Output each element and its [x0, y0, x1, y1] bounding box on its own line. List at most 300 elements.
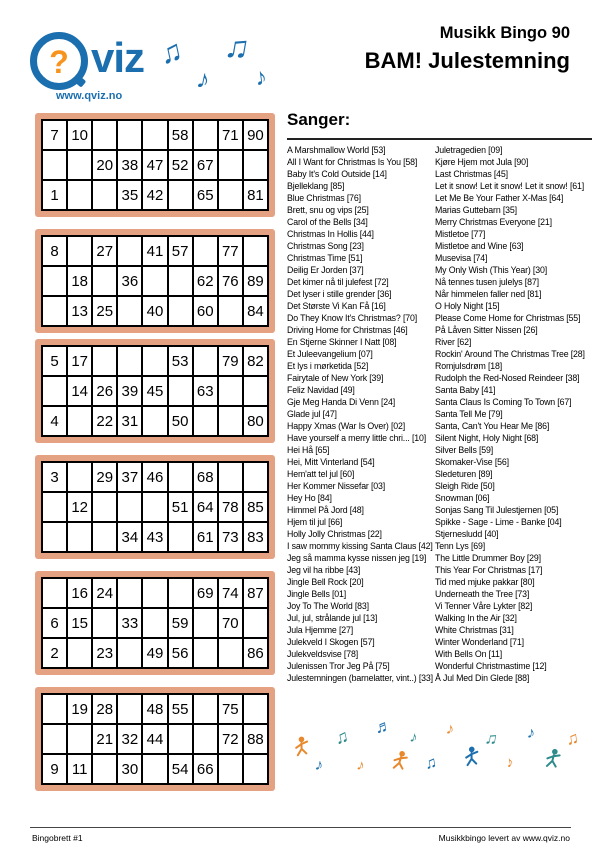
- song-item: Glade jul [47]: [287, 409, 337, 419]
- bingo-cell: [194, 407, 217, 435]
- bingo-cell: [169, 267, 192, 295]
- song-item: Santa Tell Me [79]: [435, 409, 503, 419]
- song-item: Baby It's Cold Outside [14]: [287, 169, 387, 179]
- bingo-card-2: [35, 229, 275, 333]
- beamed-notes-icon: ♫: [156, 34, 186, 71]
- bingo-card-3: [35, 339, 275, 443]
- bingo-cell: 84: [244, 297, 267, 325]
- bingo-cell: 10: [68, 121, 91, 149]
- song-item: Å Jul Med Din Glede [88]: [435, 673, 530, 683]
- song-item: Jeg vil ha ribbe [43]: [287, 565, 361, 575]
- song-item: Sonjas Sang Til Julestjernen [05]: [435, 505, 559, 515]
- song-item: Julenissen Tror Jeg På [75]: [287, 661, 390, 671]
- bingo-cell: [244, 377, 267, 405]
- song-item: Spikke - Sage - Lime - Banke [04]: [435, 517, 562, 527]
- bingo-cell: 76: [219, 267, 242, 295]
- song-item: Bjelleklang [85]: [287, 181, 345, 191]
- songs-divider: [287, 138, 592, 140]
- bingo-cell: 63: [194, 377, 217, 405]
- bingo-cell: [43, 695, 66, 723]
- song-item: Jingle Bell Rock [20]: [287, 577, 364, 587]
- song-item: Sledeturen [89]: [435, 469, 493, 479]
- bingo-cell: [43, 297, 66, 325]
- song-item: White Christmas [31]: [435, 625, 514, 635]
- bingo-cell: [244, 463, 267, 491]
- bingo-cell: 74: [219, 579, 242, 607]
- bingo-cell: 21: [93, 725, 116, 753]
- bingo-cell: 90: [244, 121, 267, 149]
- question-mark-icon: ?: [49, 44, 69, 80]
- bingo-cell: 61: [194, 523, 217, 551]
- bingo-cell: 24: [93, 579, 116, 607]
- song-item: Jul, jul, strålande jul [13]: [287, 613, 378, 623]
- song-item: Snowman [06]: [435, 493, 490, 503]
- page-subtitle: Musikk Bingo 90: [439, 24, 570, 42]
- bingo-cell: 68: [194, 463, 217, 491]
- bingo-cell: 85: [244, 493, 267, 521]
- song-item: Mistletoe and Wine [63]: [435, 241, 524, 251]
- bingo-cell: [244, 237, 267, 265]
- page-title: BAM! Julestemning: [364, 48, 570, 73]
- song-list-left: [287, 144, 435, 684]
- bingo-cell: 26: [93, 377, 116, 405]
- bingo-cell: 28: [93, 695, 116, 723]
- bingo-card-1: [35, 113, 275, 217]
- bingo-cell: 5: [43, 347, 66, 375]
- song-item: På Låven Sitter Nissen [26]: [435, 325, 538, 335]
- bingo-cell: 65: [194, 181, 217, 209]
- song-item: Romjulsdrøm [18]: [435, 361, 503, 371]
- song-item: Jula Hjemme [27]: [287, 625, 354, 635]
- song-item: The Little Drummer Boy [29]: [435, 553, 541, 563]
- bingo-cell: [194, 695, 217, 723]
- bingo-card-6: [35, 687, 275, 791]
- dancer-icon: [291, 735, 311, 761]
- dancer-icon: [542, 747, 562, 773]
- bingo-cell: 2: [43, 639, 66, 667]
- song-item: All I Want for Christmas Is You [58]: [287, 157, 418, 167]
- bingo-cell: 16: [68, 579, 91, 607]
- bingo-cell: 78: [219, 493, 242, 521]
- song-item: Winter Wonderland [71]: [435, 637, 524, 647]
- footer-board-number: Bingobrett #1: [32, 833, 83, 843]
- song-item: I saw mommy kissing Santa Claus [42]: [287, 541, 433, 551]
- footer-credit: Musikkbingo levert av www.qviz.no: [438, 833, 570, 843]
- bingo-cell: 64: [194, 493, 217, 521]
- bingo-card-5: [35, 571, 275, 675]
- bingo-cell: [169, 463, 192, 491]
- bingo-cell: 37: [118, 463, 141, 491]
- bingo-cell: [43, 267, 66, 295]
- bingo-cell: [143, 609, 166, 637]
- bingo-cell: 48: [143, 695, 166, 723]
- bingo-cell: 49: [143, 639, 166, 667]
- bingo-cell: [68, 463, 91, 491]
- song-item: Carol of the Bells [34]: [287, 217, 368, 227]
- title-block: [365, 24, 570, 74]
- eighth-note-icon: ♪: [504, 753, 516, 772]
- bingo-cell: [43, 725, 66, 753]
- bingo-cell: [68, 151, 91, 179]
- song-item: Når himmelen faller ned [81]: [435, 289, 542, 299]
- songs-heading: Sanger:: [287, 110, 351, 129]
- bingo-cell: 55: [169, 695, 192, 723]
- eighth-note-icon: ♪: [408, 728, 420, 747]
- song-item: Holly Jolly Christmas [22]: [287, 529, 382, 539]
- bingo-cell: [194, 609, 217, 637]
- song-item: Let it snow! Let it snow! Let it snow! [61]: [435, 181, 585, 191]
- song-item: Hjem til jul [66]: [287, 517, 343, 527]
- bingo-cell: 60: [194, 297, 217, 325]
- song-item: Sleigh Ride [50]: [435, 481, 495, 491]
- bingo-cell: 15: [68, 609, 91, 637]
- song-item: Let Me Be Your Father X-Mas [64]: [435, 193, 564, 203]
- bingo-cell: [93, 609, 116, 637]
- bingo-cell: 58: [169, 121, 192, 149]
- bingo-cell: 80: [244, 407, 267, 435]
- song-item: Please Come Home for Christmas [55]: [435, 313, 581, 323]
- beamed-notes-icon: ♫: [564, 728, 581, 749]
- bingo-cell: 79: [219, 347, 242, 375]
- bingo-cell: 38: [118, 151, 141, 179]
- song-item: Joy To The World [83]: [287, 601, 369, 611]
- bingo-cell: [169, 725, 192, 753]
- bingo-grid: [41, 693, 269, 785]
- bingo-cell: [143, 407, 166, 435]
- bingo-cell: [118, 297, 141, 325]
- bingo-cell: [93, 523, 116, 551]
- beamed-notes-icon: ♫: [221, 26, 253, 67]
- beamed-notes-icon: ♫: [423, 754, 439, 773]
- bingo-cell: 31: [118, 407, 141, 435]
- song-item: Santa Claus Is Coming To Town [67]: [435, 397, 572, 407]
- bingo-cell: [219, 151, 242, 179]
- song-item: Hey Ho [84]: [287, 493, 332, 503]
- song-item: Fairytale of New York [39]: [287, 373, 384, 383]
- song-item: O Holy Night [15]: [435, 301, 500, 311]
- bingo-cell: 6: [43, 609, 66, 637]
- song-item: Marias Guttebarn [35]: [435, 205, 517, 215]
- song-item: Gje Meg Handa Di Venn [24]: [287, 397, 396, 407]
- logo-url: www.qviz.no: [56, 90, 123, 102]
- bingo-cell: [118, 237, 141, 265]
- song-item: Musevisa [74]: [435, 253, 488, 263]
- bingo-cell: [68, 407, 91, 435]
- song-item: Vi Tenner Våre Lykter [82]: [435, 601, 533, 611]
- song-item: Stjernesludd [40]: [435, 529, 499, 539]
- song-item: Juletragedien [09]: [435, 145, 503, 155]
- bingo-grid: [41, 119, 269, 211]
- bingo-cell: 43: [143, 523, 166, 551]
- beamed-notes-icon: ♫: [333, 725, 351, 749]
- bingo-cell: 34: [118, 523, 141, 551]
- song-item: Rockin' Around The Christmas Tree [28]: [435, 349, 585, 359]
- bingo-cell: 71: [219, 121, 242, 149]
- bingo-cell: 19: [68, 695, 91, 723]
- bingo-cell: [143, 121, 166, 149]
- bingo-cell: [43, 523, 66, 551]
- song-item: Hei Hå [65]: [287, 445, 330, 455]
- eighth-note-icon: ♪: [526, 724, 536, 743]
- song-item: Silent Night, Holy Night [68]: [435, 433, 539, 443]
- bingo-cell: 72: [219, 725, 242, 753]
- bingo-cell: [194, 639, 217, 667]
- bingo-cell: [68, 181, 91, 209]
- bingo-cell: 67: [194, 151, 217, 179]
- bingo-cell: [93, 347, 116, 375]
- bingo-cell: [219, 639, 242, 667]
- song-item: Driving Home for Christmas [46]: [287, 325, 408, 335]
- song-item: Christmas In Hollis [44]: [287, 229, 374, 239]
- song-item: Kjøre Hjem mot Jula [90]: [435, 157, 529, 167]
- bingo-cell: [93, 755, 116, 783]
- song-item: With Bells On [11]: [435, 649, 503, 659]
- bingo-cell: 89: [244, 267, 267, 295]
- bingo-cell: 33: [118, 609, 141, 637]
- bingo-cell: 41: [143, 237, 166, 265]
- eighth-note-icon: ♪: [354, 756, 367, 775]
- bingo-cell: [143, 493, 166, 521]
- bingo-cell: 59: [169, 609, 192, 637]
- song-item: Walking In the Air [32]: [435, 613, 517, 623]
- song-item: My Only Wish (This Year) [30]: [435, 265, 547, 275]
- song-item: Last Christmas [45]: [435, 169, 508, 179]
- song-item: This Year For Christmas [17]: [435, 565, 543, 575]
- bingo-cell: [244, 609, 267, 637]
- qviz-logo: [30, 32, 144, 90]
- song-item: Jeg så mamma kysse nissen jeg [19]: [287, 553, 427, 563]
- bingo-cell: 56: [169, 639, 192, 667]
- bingo-cell: 25: [93, 297, 116, 325]
- song-item: Deilig Er Jorden [37]: [287, 265, 364, 275]
- song-item: Julestemningen (barnelatter, vint..) [33]: [287, 673, 433, 683]
- bingo-cell: 9: [43, 755, 66, 783]
- bingo-cell: [68, 523, 91, 551]
- bingo-cell: 50: [169, 407, 192, 435]
- bingo-cell: [194, 121, 217, 149]
- bingo-cell: 40: [143, 297, 166, 325]
- bingo-cell: [118, 347, 141, 375]
- dancer-icon: [389, 749, 410, 776]
- song-item: Julekveld I Skogen [57]: [287, 637, 375, 647]
- logo-q-circle: [30, 32, 88, 90]
- song-item: Brett, snu og vips [25]: [287, 205, 369, 215]
- song-item: Et lys i mørketida [52]: [287, 361, 369, 371]
- bingo-cell: 77: [219, 237, 242, 265]
- bingo-cell: [43, 377, 66, 405]
- bingo-cell: [219, 755, 242, 783]
- bingo-cell: 82: [244, 347, 267, 375]
- bingo-cell: 14: [68, 377, 91, 405]
- bingo-cell: [93, 181, 116, 209]
- bingo-cell: 22: [93, 407, 116, 435]
- bingo-cell: 52: [169, 151, 192, 179]
- bingo-cell: [194, 347, 217, 375]
- bingo-cell: 42: [143, 181, 166, 209]
- bingo-cell: 57: [169, 237, 192, 265]
- song-item: Santa, Can't You Hear Me [86]: [435, 421, 550, 431]
- bingo-grid: [41, 577, 269, 669]
- dancer-icon: [462, 745, 481, 771]
- bingo-cell: 44: [143, 725, 166, 753]
- song-item: Himmel På Jord [48]: [287, 505, 364, 515]
- bingo-cell: [143, 755, 166, 783]
- bingo-cell: [143, 267, 166, 295]
- bingo-cell: [244, 755, 267, 783]
- bingo-cell: 83: [244, 523, 267, 551]
- song-item: En Stjerne Skinner I Natt [08]: [287, 337, 397, 347]
- song-item: Det lyser i stille grender [36]: [287, 289, 392, 299]
- bingo-cell: 13: [68, 297, 91, 325]
- bingo-cell: 12: [68, 493, 91, 521]
- bingo-cell: 81: [244, 181, 267, 209]
- bingo-cell: [169, 297, 192, 325]
- eighth-note-icon: ♪: [313, 756, 325, 775]
- song-item: Hem'att tel jul [60]: [287, 469, 355, 479]
- bingo-cell: 45: [143, 377, 166, 405]
- bingo-cell: [68, 725, 91, 753]
- bingo-grid: [41, 235, 269, 327]
- bingo-cell: 47: [143, 151, 166, 179]
- song-item: Her Kommer Nissefar [03]: [287, 481, 386, 491]
- bingo-cell: 75: [219, 695, 242, 723]
- song-item: Det Største Vi Kan Få [16]: [287, 301, 386, 311]
- song-item: Merry Christmas Everyone [21]: [435, 217, 552, 227]
- bingo-cell: [68, 639, 91, 667]
- bingo-cell: [118, 493, 141, 521]
- logo-viz-text: viz: [91, 34, 145, 81]
- bingo-cell: 4: [43, 407, 66, 435]
- song-item: Santa Baby [41]: [435, 385, 496, 395]
- song-item: Det kimer nå til julefest [72]: [287, 277, 389, 287]
- bingo-grid: [41, 461, 269, 553]
- song-item: Skomaker-Vise [56]: [435, 457, 509, 467]
- bingo-cell: 35: [118, 181, 141, 209]
- bingo-cell: [93, 121, 116, 149]
- bingo-cell: 46: [143, 463, 166, 491]
- bingo-cell: [43, 151, 66, 179]
- bingo-grid: [41, 345, 269, 437]
- bingo-cell: [169, 377, 192, 405]
- bingo-cell: 70: [219, 609, 242, 637]
- bingo-cell: 51: [169, 493, 192, 521]
- bingo-cell: [219, 407, 242, 435]
- bingo-cell: [118, 121, 141, 149]
- song-item: Christmas Time [51]: [287, 253, 363, 263]
- bingo-cell: 87: [244, 579, 267, 607]
- song-item: Christmas Song [23]: [287, 241, 364, 251]
- song-item: Feliz Navidad [49]: [287, 385, 355, 395]
- bingo-cell: [93, 267, 116, 295]
- bingo-cell: [118, 695, 141, 723]
- bingo-cell: 88: [244, 725, 267, 753]
- bingo-cell: 39: [118, 377, 141, 405]
- eighth-note-icon: ♪: [253, 63, 269, 92]
- bingo-cell: 20: [93, 151, 116, 179]
- bingo-cell: [43, 493, 66, 521]
- bingo-cell: 11: [68, 755, 91, 783]
- bingo-cell: 1: [43, 181, 66, 209]
- bingo-cell: [219, 377, 242, 405]
- bingo-cell: [118, 639, 141, 667]
- song-list-right: [435, 144, 595, 684]
- bottom-decoration: [283, 700, 595, 800]
- header-music-notes: [155, 28, 285, 108]
- bingo-cell: 8: [43, 237, 66, 265]
- bingo-cell: 18: [68, 267, 91, 295]
- song-item: A Marshmallow World [53]: [287, 145, 386, 155]
- eighth-note-icon: ♪: [194, 62, 213, 96]
- bingo-cell: [118, 579, 141, 607]
- song-item: Julekveldsvise [78]: [287, 649, 358, 659]
- beamed-sixteenth-icon: ♬: [373, 715, 394, 738]
- beamed-notes-icon: ♫: [483, 728, 500, 749]
- bingo-cell: 73: [219, 523, 242, 551]
- bingo-cell: [68, 237, 91, 265]
- song-item: Underneath the Tree [73]: [435, 589, 530, 599]
- song-item: Tid med mjuke pakkar [80]: [435, 577, 535, 587]
- song-item: Silver Bells [59]: [435, 445, 494, 455]
- bingo-cell: 30: [118, 755, 141, 783]
- bingo-cell: 7: [43, 121, 66, 149]
- song-item: Wonderful Christmastime [12]: [435, 661, 547, 671]
- bingo-cell: 3: [43, 463, 66, 491]
- bingo-cell: 23: [93, 639, 116, 667]
- song-item: Mistletoe [77]: [435, 229, 486, 239]
- bingo-cell: [219, 463, 242, 491]
- bingo-cell: 36: [118, 267, 141, 295]
- bingo-cell: [43, 579, 66, 607]
- bingo-cell: 32: [118, 725, 141, 753]
- song-item: Nå tennes tusen julelys [87]: [435, 277, 539, 287]
- bingo-cell: [143, 579, 166, 607]
- bingo-cell: 53: [169, 347, 192, 375]
- bingo-cell: [194, 237, 217, 265]
- bingo-cell: 62: [194, 267, 217, 295]
- bingo-cell: 86: [244, 639, 267, 667]
- song-item: Happy Xmas (War Is Over) [02]: [287, 421, 406, 431]
- bingo-cell: [93, 493, 116, 521]
- bingo-cell: 27: [93, 237, 116, 265]
- bingo-cell: 29: [93, 463, 116, 491]
- bingo-cell: [169, 181, 192, 209]
- song-item: River [62]: [435, 337, 472, 347]
- song-item: Have yourself a merry little chri... [10]: [287, 433, 427, 443]
- song-item: Et Juleevangelium [07]: [287, 349, 373, 359]
- footer-divider: [30, 827, 571, 828]
- bingo-cell: [219, 297, 242, 325]
- song-item: Do They Know It's Christmas? [70]: [287, 313, 418, 323]
- bingo-cell: [169, 523, 192, 551]
- bingo-cell: 69: [194, 579, 217, 607]
- bingo-cell: [244, 695, 267, 723]
- eighth-note-icon: ♪: [444, 720, 456, 739]
- bingo-cell: [194, 725, 217, 753]
- song-item: Hei, Mitt Vinterland [54]: [287, 457, 375, 467]
- bingo-cell: 66: [194, 755, 217, 783]
- song-item: Tenn Lys [69]: [435, 541, 486, 551]
- bingo-cell: 54: [169, 755, 192, 783]
- bingo-cell: [244, 151, 267, 179]
- bingo-cell: [169, 579, 192, 607]
- bingo-cell: 17: [68, 347, 91, 375]
- bingo-cell: [219, 181, 242, 209]
- bingo-card-4: [35, 455, 275, 559]
- song-item: Blue Christmas [76]: [287, 193, 361, 203]
- song-item: Rudolph the Red-Nosed Reindeer [38]: [435, 373, 580, 383]
- song-item: Jingle Bells [01]: [287, 589, 347, 599]
- bingo-cell: [143, 347, 166, 375]
